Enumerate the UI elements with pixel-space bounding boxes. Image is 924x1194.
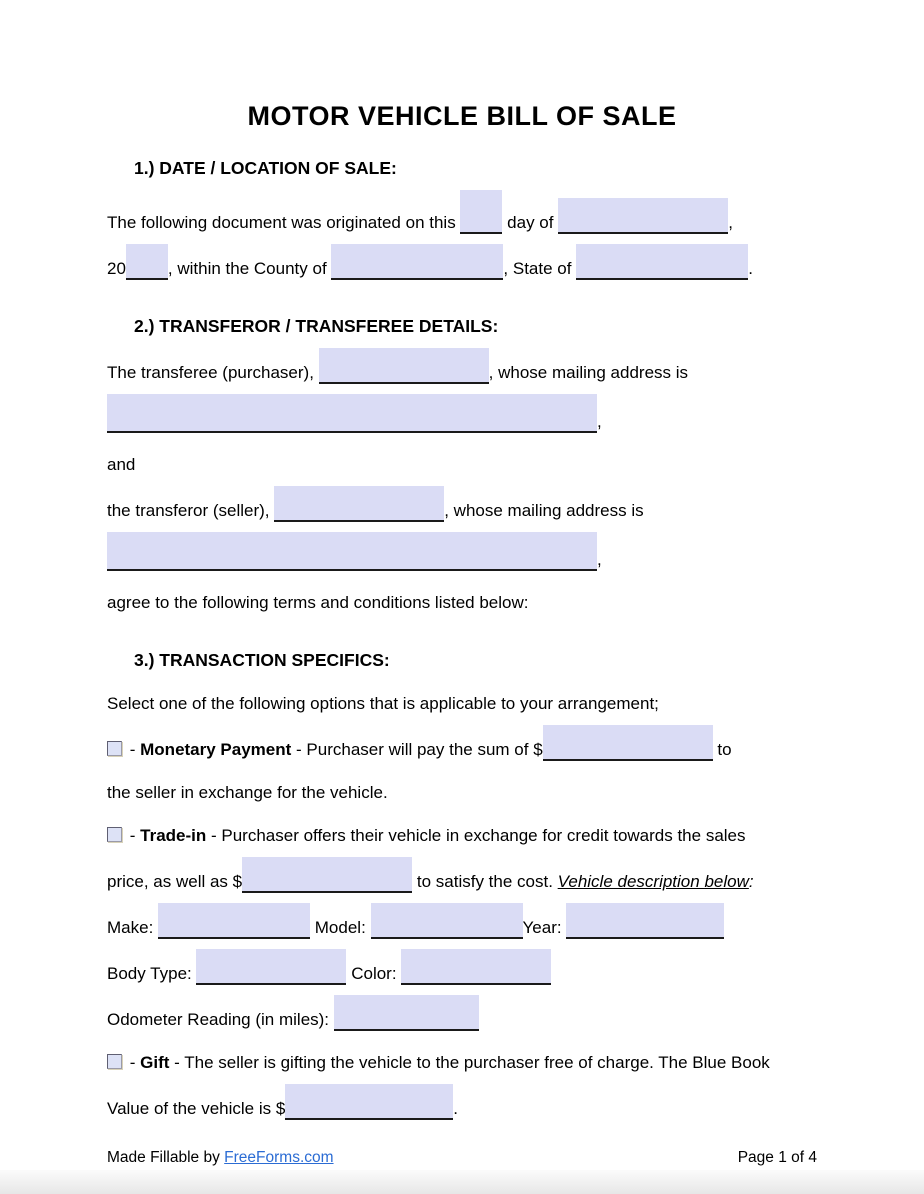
gift-line [107, 1041, 817, 1084]
purchaser-name-field[interactable] [319, 348, 489, 384]
gift-label: Gift [140, 1053, 170, 1072]
freeforms-link[interactable]: FreeForms.com [224, 1149, 334, 1166]
seller-post-text: , whose mailing address is [444, 501, 644, 520]
page-title: MOTOR VEHICLE BILL OF SALE [247, 101, 677, 131]
trade-in-price-line [107, 857, 817, 903]
vehicle-description-note: Vehicle description below [557, 872, 749, 891]
section-1-heading: 1.) DATE / LOCATION OF SALE: [134, 158, 397, 178]
monetary-payment-label: Monetary Payment [140, 740, 292, 759]
year-prefix: 20 [107, 259, 126, 278]
conjunction-line: and [107, 455, 136, 474]
seller-name-field[interactable] [274, 486, 444, 522]
year-label: Year: [522, 918, 562, 937]
date-line-2 [107, 244, 817, 290]
made-fillable-text: Made Fillable by [107, 1149, 220, 1166]
gift-value-field[interactable] [285, 1084, 453, 1120]
trade-in-label: Trade-in [140, 826, 207, 845]
gift-checkbox[interactable] [107, 1054, 122, 1069]
make-field[interactable] [158, 903, 310, 939]
seller-pre-text: the transferor (seller), [107, 501, 270, 520]
date-line1-mid-text: day of [507, 213, 554, 232]
trade-in-dash: - [129, 826, 136, 845]
seller-line [107, 486, 817, 532]
vehicle-description-colon: : [748, 872, 754, 891]
footer-credit [107, 1148, 334, 1168]
odometer-label: Odometer Reading (in miles): [107, 1010, 330, 1029]
trade-in-text: - Purchaser offers their vehicle in exchange for credit towards the sales [211, 826, 746, 845]
color-field[interactable] [401, 949, 551, 985]
purchaser-line [107, 348, 817, 394]
county-field[interactable] [331, 244, 503, 280]
model-field[interactable] [371, 903, 523, 939]
agree-line: agree to the following terms and conditions listed below: [107, 593, 529, 612]
date-line1-text: The following document was originated on this [107, 213, 456, 232]
trade-in-line [107, 814, 817, 857]
price-post-text: to satisfy the cost. [416, 872, 553, 891]
payment-sum-field[interactable] [543, 725, 713, 761]
purchaser-address-line [107, 394, 817, 443]
date-line-1 [107, 190, 817, 244]
month-field[interactable] [558, 198, 728, 234]
gift-value-pre-text: Value of the vehicle is $ [107, 1099, 286, 1118]
purchaser-address-comma: , [597, 412, 602, 431]
trade-in-checkbox[interactable] [107, 827, 122, 842]
make-model-year-line [107, 903, 817, 949]
odometer-line [107, 995, 817, 1041]
monetary-payment-line [107, 725, 817, 771]
make-label: Make: [107, 918, 154, 937]
gift-value-line [107, 1084, 817, 1130]
section-2-heading: 2.) TRANSFEROR / TRANSFEREE DETAILS: [134, 316, 499, 336]
day-field[interactable] [460, 190, 502, 234]
state-field[interactable] [576, 244, 748, 280]
gift-dash: - [129, 1053, 136, 1072]
date-line1-comma: , [728, 213, 733, 232]
document-content [0, 147, 924, 1130]
price-pre-text: price, as well as $ [107, 872, 243, 891]
purchaser-pre-text: The transferee (purchaser), [107, 363, 314, 382]
seller-address-comma: , [597, 550, 602, 569]
monetary-text-after: to [717, 740, 732, 759]
odometer-field[interactable] [334, 995, 479, 1031]
vehicle-year-field[interactable] [566, 903, 724, 939]
county-label-text: , within the County of [167, 259, 327, 278]
select-option-line: Select one of the following options that is applicable to your arrangement; [107, 694, 659, 713]
state-label-text: , State of [503, 259, 572, 278]
monetary-payment-checkbox[interactable] [107, 741, 122, 756]
gift-value-period: . [453, 1099, 459, 1118]
page-bottom-edge [0, 1170, 924, 1194]
purchaser-post-text: , whose mailing address is [488, 363, 689, 382]
seller-address-field[interactable] [107, 532, 597, 571]
color-label: Color: [351, 964, 397, 983]
section-3-heading: 3.) TRANSACTION SPECIFICS: [134, 650, 390, 670]
monetary-payment-line-2: the seller in exchange for the vehicle. [107, 783, 388, 802]
trade-credit-field[interactable] [242, 857, 412, 893]
body-color-line [107, 949, 817, 995]
date-line2-period: . [748, 259, 753, 278]
gift-text: - The seller is gifting the vehicle to the purchaser free of charge. The Blue Book [174, 1053, 770, 1072]
body-type-field[interactable] [196, 949, 346, 985]
model-label: Model: [314, 918, 366, 937]
body-type-label: Body Type: [107, 964, 192, 983]
year-field[interactable] [126, 244, 168, 280]
purchaser-address-field[interactable] [107, 394, 597, 433]
page-footer [107, 1148, 817, 1168]
monetary-dash: - [129, 740, 136, 759]
page-number: Page 1 of 4 [737, 1149, 817, 1166]
monetary-text-before: - Purchaser will pay the sum of $ [296, 740, 543, 759]
seller-address-line [107, 532, 817, 581]
